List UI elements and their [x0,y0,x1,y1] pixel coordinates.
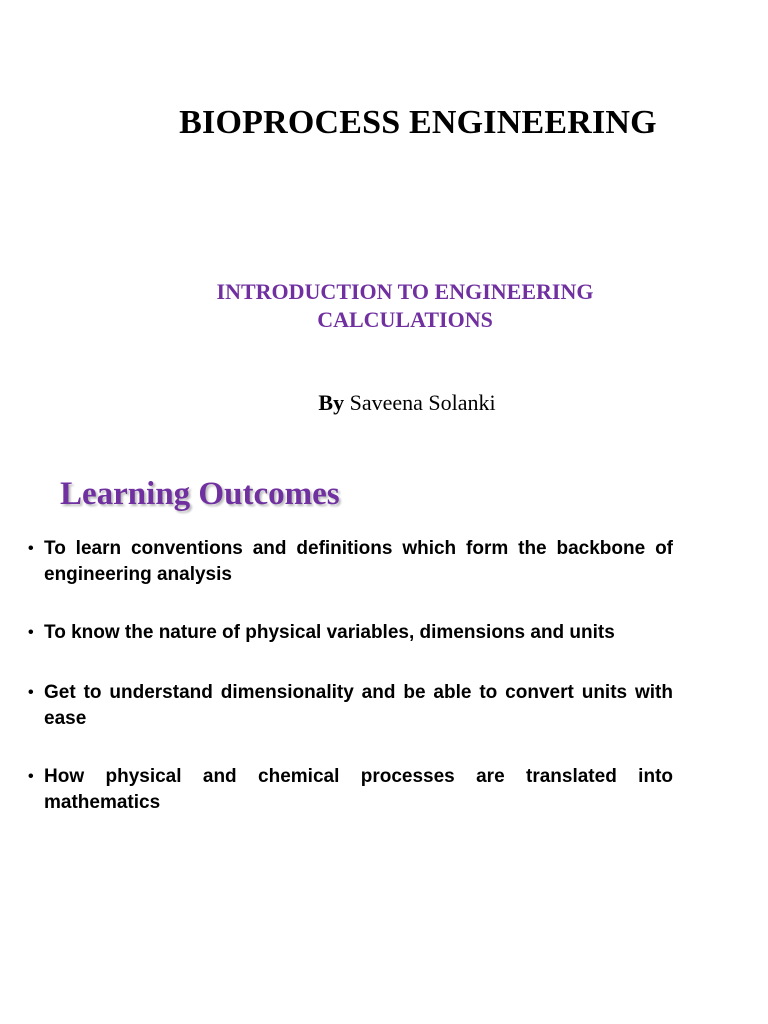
outcome-text: How physical and chemical processes are translated into mathematics [44,766,673,813]
bullet-icon: • [28,624,34,641]
bullet-icon: • [28,540,34,557]
author-by-label: By [318,390,345,415]
outcome-text: Get to understand dimensionality and be able to convert units with ease [44,682,673,729]
bullet-icon: • [28,768,34,785]
subtitle [0,278,768,334]
author-line [0,390,768,416]
subtitle-line-1: INTRODUCTION TO ENGINEERING [216,279,594,304]
list-item [28,536,673,588]
list-item [28,620,673,646]
author-name: Saveena Solanki [349,390,496,415]
page-title: BIOPROCESS ENGINEERING [179,104,657,141]
list-item [28,764,673,816]
bullet-icon: • [28,684,34,701]
subtitle-line-2: CALCULATIONS [317,307,493,332]
list-item [28,680,673,732]
outcomes-list [28,536,673,848]
outcome-text: To learn conventions and definitions which form the backbone of engineering analysis [44,538,673,585]
outcome-text: To know the nature of physical variables, dimensions and units [44,622,615,643]
section-heading: Learning Outcomes [60,476,340,512]
